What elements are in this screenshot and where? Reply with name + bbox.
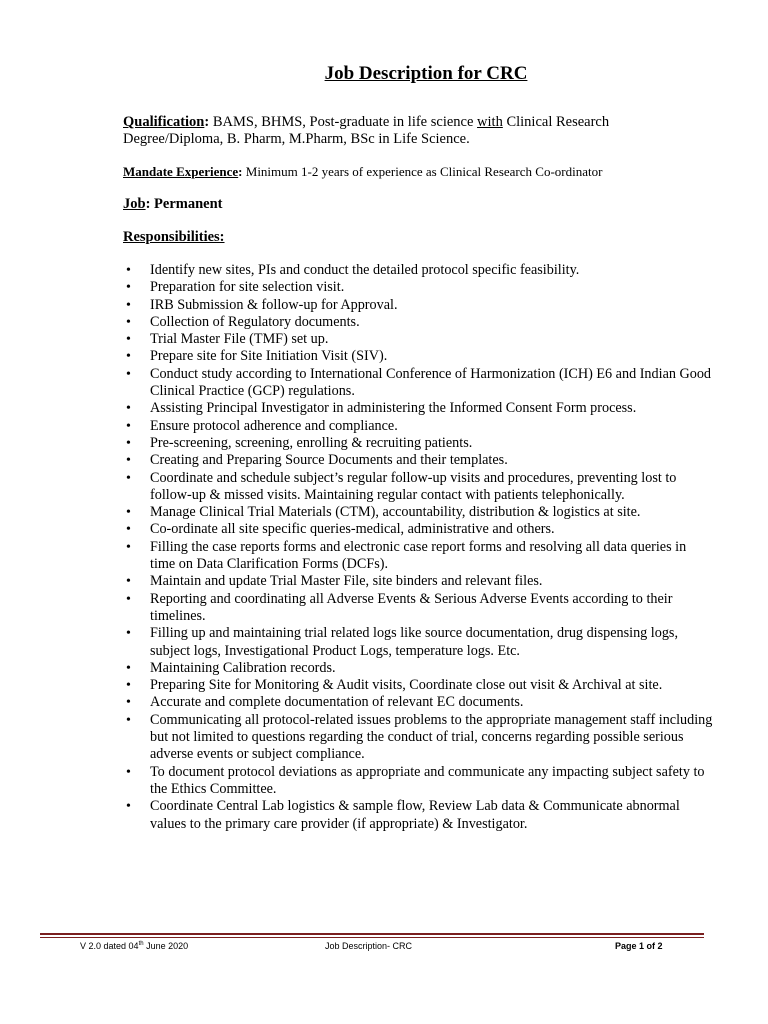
footer-version xyxy=(80,941,188,951)
responsibility-item: • Coordinate Central Lab logistics & sample flow, Review Lab data & Communicate abnormal values to the primary care provider (if appropriate) & Investigator. xyxy=(123,798,713,833)
footer-rule-thick xyxy=(40,933,704,935)
job-label: Job xyxy=(123,196,146,212)
footer-version-b: June 2020 xyxy=(143,941,189,951)
responsibility-item: • Creating and Preparing Source Documents and their templates. xyxy=(123,452,713,469)
footer-doc-name: Job Description- CRC xyxy=(325,941,413,951)
responsibility-item: • Conduct study according to International Conference of Harmonization (ICH) E6 and Indian Good Clinical Practice (GCP) regulations. xyxy=(123,366,713,401)
responsibility-item: • Co-ordinate all site specific queries-medical, administrative and others. xyxy=(123,521,713,538)
document-title: Job Description for CRC xyxy=(324,63,528,84)
qualification-line-1 xyxy=(123,114,609,131)
responsibility-item: • Maintaining Calibration records. xyxy=(123,660,713,677)
responsibilities-label: Responsibilities: xyxy=(123,229,225,245)
mandate-experience xyxy=(123,163,602,180)
responsibility-item: • Identify new sites, PIs and conduct the detailed protocol specific feasibility. xyxy=(123,262,713,279)
qualification-line-2: Degree/Diploma, B. Pharm, M.Pharm, BSc in Life Science. xyxy=(123,131,470,147)
responsibility-item: • Accurate and complete documentation of relevant EC documents. xyxy=(123,694,713,711)
responsibility-item: • Collection of Regulatory documents. xyxy=(123,314,713,331)
responsibility-item: • Pre-screening, screening, enrolling & recruiting patients. xyxy=(123,435,713,452)
responsibility-item: • Communicating all protocol-related issues problems to the appropriate management staff including but not limited to questions regarding the conduct of trial, concerns regarding possible serious adverse events or subject compliance. xyxy=(123,712,713,764)
responsibility-item: • Manage Clinical Trial Materials (CTM), accountability, distribution & logistics at site. xyxy=(123,504,713,521)
responsibility-item: • Preparation for site selection visit. xyxy=(123,279,713,296)
mandate-text: Minimum 1-2 years of experience as Clinical Research Co-ordinator xyxy=(242,164,603,179)
responsibilities-heading xyxy=(123,229,225,246)
job-text: : Permanent xyxy=(145,196,223,212)
responsibility-item: • Filling the case reports forms and electronic case report forms and resolving all data queries in time on Data Clarification Forms (DCFs). xyxy=(123,539,713,574)
responsibility-item: • Prepare site for Site Initiation Visit (SIV). xyxy=(123,348,713,365)
responsibility-item: • Trial Master File (TMF) set up. xyxy=(123,331,713,348)
responsibility-item: • Ensure protocol adherence and compliance. xyxy=(123,418,713,435)
responsibility-item: • Preparing Site for Monitoring & Audit visits, Coordinate close out visit & Archival at site. xyxy=(123,677,713,694)
qualification-text-a: BAMS, BHMS, Post-graduate in life science xyxy=(209,114,478,130)
footer-rule-thin xyxy=(40,937,704,938)
responsibility-item: • Maintain and update Trial Master File, site binders and relevant files. xyxy=(123,573,713,590)
responsibilities-list xyxy=(123,262,713,833)
footer-version-a: V 2.0 dated 04 xyxy=(80,941,139,951)
responsibility-item: • To document protocol deviations as appropriate and communicate any impacting subject safety to the Ethics Committee. xyxy=(123,764,713,799)
responsibility-item: • Assisting Principal Investigator in administering the Informed Consent Form process. xyxy=(123,400,713,417)
mandate-label: Mandate Experience xyxy=(123,164,239,179)
qualification-colon: : xyxy=(204,114,210,130)
responsibility-item: • Filling up and maintaining trial related logs like source documentation, drug dispensing logs, subject logs, Investigational Product Logs, temperature logs. Etc. xyxy=(123,625,713,660)
responsibility-item: • Reporting and coordinating all Adverse Events & Serious Adverse Events according to their timelines. xyxy=(123,591,713,626)
footer-page-number: Page 1 of 2 xyxy=(615,941,663,951)
job-type xyxy=(123,196,222,213)
mandate-colon: : xyxy=(238,164,243,179)
qualification-label: Qualification xyxy=(123,114,205,130)
responsibility-item: • IRB Submission & follow-up for Approval. xyxy=(123,297,713,314)
responsibility-item: • Coordinate and schedule subject’s regular follow-up visits and procedures, preventing lost to follow-up & missed visits. Maintaining regular contact with patients telephonically. xyxy=(123,470,713,505)
footer-version-sup: th xyxy=(138,941,144,947)
qualification-with: with xyxy=(477,114,503,130)
qualification-text-b: Clinical Research xyxy=(502,114,610,130)
